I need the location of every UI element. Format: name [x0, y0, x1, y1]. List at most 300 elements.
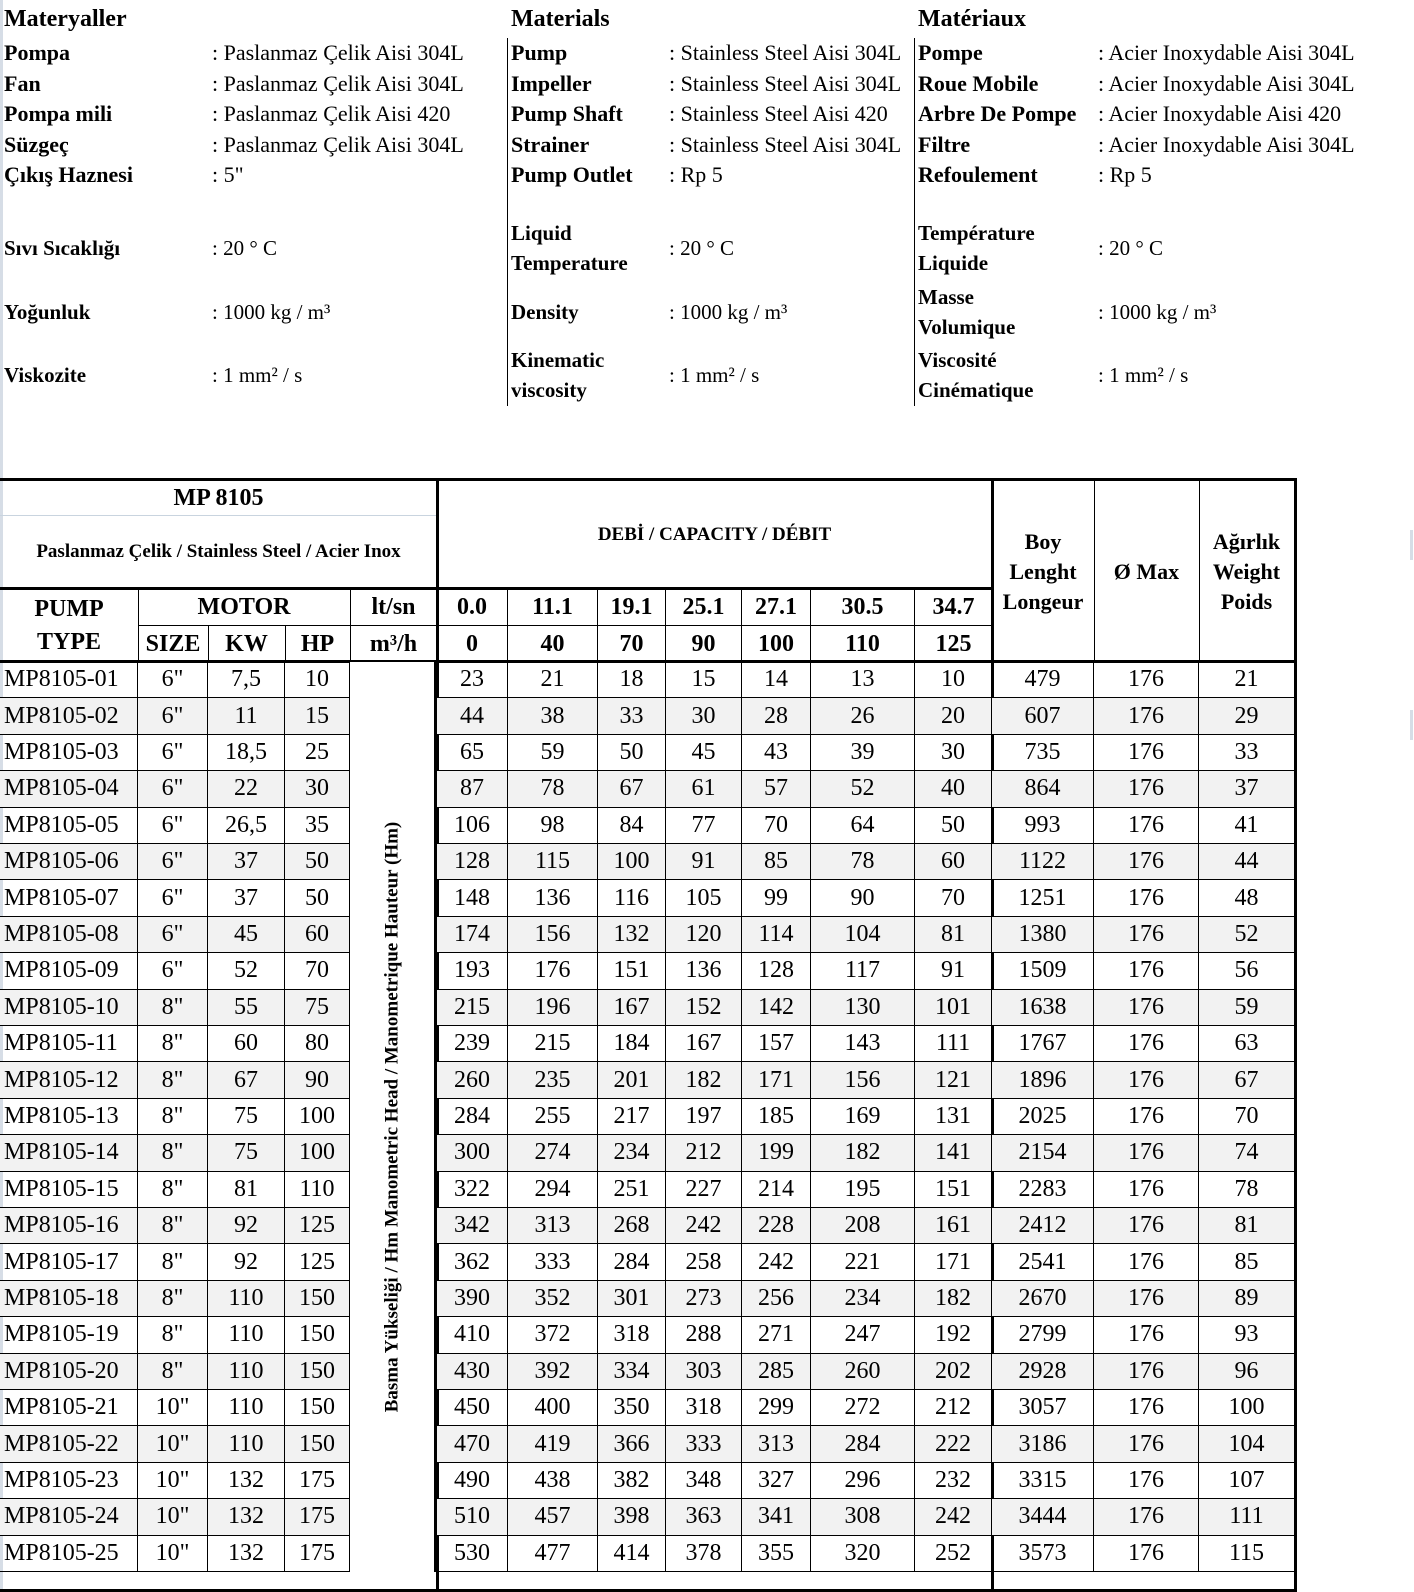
head-value-cell: 247 — [811, 1317, 915, 1352]
dia-cell: 176 — [1094, 771, 1199, 806]
head-value-cell: 419 — [508, 1426, 598, 1461]
weight-cell: 29 — [1234, 702, 1259, 729]
head-value-cell: 121 — [915, 1062, 992, 1097]
head-value-cell: 457 — [508, 1499, 598, 1534]
weight-cell: 70 — [1234, 1102, 1259, 1129]
weight-cell: 56 — [1234, 957, 1259, 984]
head-value-cell: 78 — [508, 771, 598, 806]
head-axis-label: Basma Yükseliği / Hm Manometric Head / Manometrique Hauteur (Hm) — [350, 662, 437, 1572]
hp-cell: 60 — [285, 917, 350, 952]
divider — [1094, 481, 1095, 662]
dia-cell: 176 — [1094, 1317, 1199, 1352]
head-value-cell: 157 — [742, 1026, 811, 1061]
type-cell: MP8105-08 — [0, 917, 138, 952]
hp-header: HP — [300, 630, 335, 657]
table-row — [0, 735, 1294, 771]
flow-m3h-header: 110 — [811, 626, 915, 662]
head-value-cell: 105 — [666, 880, 742, 915]
length-cell: 479 — [992, 662, 1094, 697]
head-value-cell: 70 — [742, 808, 811, 843]
length-cell: 2799 — [992, 1317, 1094, 1352]
type-cell: MP8105-21 — [0, 1390, 138, 1425]
table-row — [0, 1317, 1294, 1353]
head-value-cell: 142 — [742, 990, 811, 1025]
head-value-cell: 414 — [598, 1536, 666, 1571]
flow-lts-header: 0.0 — [437, 590, 508, 626]
dia-cell: 176 — [1094, 735, 1199, 770]
head-value-cell: 222 — [915, 1426, 992, 1461]
head-value-cell: 392 — [508, 1354, 598, 1389]
table-row — [0, 771, 1294, 807]
type-cell: MP8105-01 — [0, 662, 138, 697]
dia-cell: 176 — [1094, 808, 1199, 843]
dia-cell: 176 — [1094, 953, 1199, 988]
head-value-cell: 131 — [915, 1099, 992, 1134]
dia-cell: 176 — [1094, 1281, 1199, 1316]
materials-tr-title: Materyaller — [4, 6, 127, 32]
head-value-cell: 221 — [811, 1244, 915, 1279]
material-item: Pompa : Paslanmaz Çelik Aisi 304L — [4, 40, 464, 65]
type-cell: MP8105-15 — [0, 1172, 138, 1207]
head-value-cell: 77 — [666, 808, 742, 843]
size-cell: 8" — [138, 1062, 208, 1097]
head-value-cell: 116 — [598, 880, 666, 915]
weight-cell: 93 — [1234, 1321, 1259, 1348]
type-cell: MP8105-06 — [0, 844, 138, 879]
head-value-cell: 296 — [811, 1463, 915, 1498]
head-value-cell: 208 — [811, 1208, 915, 1243]
materials-fr-title: Matériaux — [918, 6, 1026, 32]
hp-cell: 175 — [285, 1536, 350, 1571]
head-value-cell: 64 — [811, 808, 915, 843]
head-value-cell: 128 — [742, 953, 811, 988]
kw-cell: 26,5 — [208, 808, 285, 843]
size-cell: 6" — [138, 662, 208, 697]
dia-cell: 176 — [1094, 662, 1199, 697]
head-value-cell: 156 — [811, 1062, 915, 1097]
head-value-cell: 235 — [508, 1062, 598, 1097]
length-cell: 735 — [992, 735, 1094, 770]
head-value-cell: 477 — [508, 1536, 598, 1571]
kw-cell: 132 — [208, 1463, 285, 1498]
head-value-cell: 85 — [742, 844, 811, 879]
table-row — [0, 698, 1294, 734]
property-item: Masse Volumique : 1000 kg / m³ — [918, 285, 1217, 339]
weight-cell: 44 — [1234, 848, 1259, 875]
head-value-cell: 130 — [811, 990, 915, 1025]
weight-cell: 104 — [1228, 1430, 1265, 1457]
head-value-cell: 114 — [742, 917, 811, 952]
material-item: Impeller : Stainless Steel Aisi 304L — [511, 70, 902, 96]
head-value-cell: 128 — [437, 844, 508, 879]
weight-cell: 81 — [1234, 1212, 1259, 1239]
head-value-cell: 341 — [742, 1499, 811, 1534]
table-row — [0, 1499, 1294, 1535]
table-row — [0, 880, 1294, 916]
materials-en: Materials Pump : Stainless Steel Aisi 304L Impeller : Stainless Steel Aisi 304L Pump Shaft : Stainless Steel Aisi 420 Strainer : Stainless Steel Aisi 304L Pump Outlet : Rp 5 Liquid Temperature : 20 ° C Density : 1000 kg / m³ Kinematic viscosity : 1 mm² / s — [511, 4, 916, 34]
dia-cell: 176 — [1094, 1099, 1199, 1134]
material-item: Pump Outlet : Rp 5 — [511, 162, 723, 187]
head-value-cell: 382 — [598, 1463, 666, 1498]
weight-cell: 78 — [1234, 1175, 1259, 1202]
head-value-cell: 161 — [915, 1208, 992, 1243]
head-value-cell: 234 — [598, 1135, 666, 1170]
head-value-cell: 350 — [598, 1390, 666, 1425]
size-cell: 10" — [138, 1463, 208, 1498]
head-value-cell: 274 — [508, 1135, 598, 1170]
dia-cell: 176 — [1094, 1463, 1199, 1498]
head-value-cell: 60 — [915, 844, 992, 879]
type-cell: MP8105-09 — [0, 953, 138, 988]
head-value-cell: 182 — [666, 1062, 742, 1097]
length-cell: 1509 — [992, 953, 1094, 988]
scroll-edge-mark — [1410, 530, 1413, 560]
dia-cell: 176 — [1094, 1208, 1199, 1243]
size-cell: 6" — [138, 698, 208, 733]
head-value-cell: 313 — [508, 1208, 598, 1243]
head-value-cell: 242 — [915, 1499, 992, 1534]
head-value-cell: 174 — [437, 917, 508, 952]
head-value-cell: 202 — [915, 1354, 992, 1389]
dia-cell: 176 — [1094, 1172, 1199, 1207]
kw-cell: 52 — [208, 953, 285, 988]
head-value-cell: 342 — [437, 1208, 508, 1243]
head-value-cell: 320 — [811, 1536, 915, 1571]
head-value-cell: 98 — [508, 808, 598, 843]
length-cell: 2670 — [992, 1281, 1094, 1316]
head-value-cell: 91 — [915, 953, 992, 988]
table-row — [0, 1426, 1294, 1462]
kw-cell: 37 — [208, 844, 285, 879]
head-value-cell: 81 — [915, 917, 992, 952]
head-value-cell: 21 — [508, 662, 598, 697]
divider — [285, 626, 286, 662]
head-value-cell: 39 — [811, 735, 915, 770]
head-value-cell: 148 — [437, 880, 508, 915]
head-value-cell: 228 — [742, 1208, 811, 1243]
property-item: Kinematic viscosity : 1 mm² / s — [511, 348, 760, 402]
head-value-cell: 313 — [742, 1426, 811, 1461]
head-value-cell: 38 — [508, 698, 598, 733]
weight-cell: 100 — [1228, 1394, 1265, 1421]
size-cell: 8" — [138, 1354, 208, 1389]
table-row — [0, 1463, 1294, 1499]
length-cell: 1122 — [992, 844, 1094, 879]
kw-cell: 92 — [208, 1244, 285, 1279]
head-value-cell: 398 — [598, 1499, 666, 1534]
kw-cell: 132 — [208, 1536, 285, 1571]
unit-m3h-header: m³/h — [369, 630, 418, 657]
head-value-cell: 300 — [437, 1135, 508, 1170]
table-row — [0, 1135, 1294, 1171]
weight-cell: 21 — [1234, 666, 1259, 693]
head-value-cell: 255 — [508, 1099, 598, 1134]
head-value-cell: 215 — [508, 1026, 598, 1061]
head-value-cell: 43 — [742, 735, 811, 770]
table-row — [0, 1244, 1294, 1280]
size-cell: 10" — [138, 1499, 208, 1534]
flow-lts-header: 30.5 — [811, 590, 915, 626]
material-item: Pump Shaft : Stainless Steel Aisi 420 — [511, 101, 888, 126]
dia-cell: 176 — [1094, 844, 1199, 879]
size-cell: 6" — [138, 735, 208, 770]
head-value-cell: 120 — [666, 917, 742, 952]
head-value-cell: 256 — [742, 1281, 811, 1316]
length-cell: 1896 — [992, 1062, 1094, 1097]
head-value-cell: 268 — [598, 1208, 666, 1243]
head-value-cell: 30 — [666, 698, 742, 733]
head-value-cell: 273 — [666, 1281, 742, 1316]
type-cell: MP8105-14 — [0, 1135, 138, 1170]
size-cell: 6" — [138, 844, 208, 879]
table-row — [0, 953, 1294, 989]
head-value-cell: 318 — [666, 1390, 742, 1425]
material-item: Pompa mili : Paslanmaz Çelik Aisi 420 — [4, 101, 451, 126]
length-cell: 2283 — [992, 1172, 1094, 1207]
head-value-cell: 169 — [811, 1099, 915, 1134]
flow-m3h-header: 125 — [935, 630, 972, 657]
head-value-cell: 101 — [915, 990, 992, 1025]
size-cell: 10" — [138, 1536, 208, 1571]
kw-cell: 7,5 — [208, 662, 285, 697]
material-item: Süzgeç : Paslanmaz Çelik Aisi 304L — [4, 131, 464, 157]
material-item: Çıkış Haznesi : 5" — [4, 162, 244, 187]
flow-lts-header: 25.1 — [666, 590, 742, 626]
head-value-cell: 151 — [915, 1172, 992, 1207]
head-value-cell: 141 — [915, 1135, 992, 1170]
head-value-cell: 44 — [437, 698, 508, 733]
head-value-cell: 322 — [437, 1172, 508, 1207]
kw-cell: 110 — [208, 1390, 285, 1425]
head-value-cell: 327 — [742, 1463, 811, 1498]
kw-cell: 110 — [208, 1281, 285, 1316]
head-value-cell: 450 — [437, 1390, 508, 1425]
head-value-cell: 87 — [437, 771, 508, 806]
table-row — [0, 808, 1294, 844]
head-value-cell: 115 — [508, 844, 598, 879]
head-value-cell: 260 — [437, 1062, 508, 1097]
type-cell: MP8105-05 — [0, 808, 138, 843]
head-value-cell: 184 — [598, 1026, 666, 1061]
head-value-cell: 252 — [915, 1536, 992, 1571]
kw-cell: 75 — [208, 1135, 285, 1170]
head-value-cell: 30 — [915, 735, 992, 770]
weight-cell: 37 — [1234, 775, 1259, 802]
head-value-cell: 136 — [666, 953, 742, 988]
head-value-cell: 59 — [508, 735, 598, 770]
head-value-cell: 106 — [437, 808, 508, 843]
size-cell: 6" — [138, 953, 208, 988]
table-row — [0, 662, 1294, 698]
kw-cell: 18,5 — [208, 735, 285, 770]
material-item: Pompe : Acier Inoxydable Aisi 304L — [918, 40, 1355, 65]
head-value-cell: 301 — [598, 1281, 666, 1316]
size-cell: 10" — [138, 1426, 208, 1461]
head-value-cell: 167 — [666, 1026, 742, 1061]
head-value-cell: 334 — [598, 1354, 666, 1389]
head-value-cell: 201 — [598, 1062, 666, 1097]
size-cell: 10" — [138, 1390, 208, 1425]
head-value-cell: 272 — [811, 1390, 915, 1425]
head-value-cell: 143 — [811, 1026, 915, 1061]
weight-cell: 63 — [1234, 1030, 1259, 1057]
head-value-cell: 348 — [666, 1463, 742, 1498]
model-title: MP 8105 — [0, 481, 437, 516]
head-value-cell: 288 — [666, 1317, 742, 1352]
head-value-cell: 196 — [508, 990, 598, 1025]
kw-cell: 75 — [208, 1099, 285, 1134]
head-value-cell: 239 — [437, 1026, 508, 1061]
head-value-cell: 299 — [742, 1390, 811, 1425]
length-header: Boy Lenght Longeur — [1002, 528, 1084, 614]
head-value-cell: 258 — [666, 1244, 742, 1279]
table-row — [0, 1354, 1294, 1390]
divider — [350, 590, 351, 662]
kw-cell: 22 — [208, 771, 285, 806]
table-row — [0, 1062, 1294, 1098]
head-value-cell: 20 — [915, 698, 992, 733]
head-value-cell: 57 — [742, 771, 811, 806]
head-value-cell: 352 — [508, 1281, 598, 1316]
flow-lts-header: 34.7 — [915, 590, 992, 626]
dia-cell: 176 — [1094, 1536, 1199, 1571]
head-value-cell: 14 — [742, 662, 811, 697]
head-value-cell: 50 — [915, 808, 992, 843]
kw-cell: 110 — [208, 1317, 285, 1352]
head-value-cell: 171 — [742, 1062, 811, 1097]
table-row — [0, 1208, 1294, 1244]
head-value-cell: 70 — [915, 880, 992, 915]
type-cell: MP8105-20 — [0, 1354, 138, 1389]
head-value-cell: 400 — [508, 1390, 598, 1425]
type-cell: MP8105-18 — [0, 1281, 138, 1316]
hp-cell: 50 — [285, 880, 350, 915]
head-value-cell: 333 — [666, 1426, 742, 1461]
head-value-cell: 271 — [742, 1317, 811, 1352]
size-cell: 8" — [138, 1244, 208, 1279]
kw-cell: 37 — [208, 880, 285, 915]
table-row — [0, 1281, 1294, 1317]
head-value-cell: 234 — [811, 1281, 915, 1316]
dia-cell: 176 — [1094, 698, 1199, 733]
head-value-cell: 510 — [437, 1499, 508, 1534]
material-item: Roue Mobile : Acier Inoxydable Aisi 304L — [918, 70, 1355, 96]
hp-cell: 10 — [285, 662, 350, 697]
material-item: Strainer : Stainless Steel Aisi 304L — [511, 131, 902, 157]
size-cell: 6" — [138, 771, 208, 806]
head-value-cell: 182 — [915, 1281, 992, 1316]
hp-cell: 125 — [285, 1244, 350, 1279]
head-value-cell: 284 — [437, 1099, 508, 1134]
kw-cell: 11 — [208, 698, 285, 733]
length-cell: 3315 — [992, 1463, 1094, 1498]
kw-header: KW — [225, 630, 268, 657]
length-cell: 2928 — [992, 1354, 1094, 1389]
head-value-cell: 308 — [811, 1499, 915, 1534]
head-value-cell: 366 — [598, 1426, 666, 1461]
weight-cell: 85 — [1234, 1248, 1259, 1275]
size-cell: 8" — [138, 1281, 208, 1316]
head-value-cell: 90 — [811, 880, 915, 915]
dia-cell: 176 — [1094, 1354, 1199, 1389]
material-item: Refoulement : Rp 5 — [918, 162, 1152, 187]
type-cell: MP8105-10 — [0, 990, 138, 1025]
property-item: Température Liquide : 20 ° C — [918, 221, 1163, 275]
head-value-cell: 99 — [742, 880, 811, 915]
weight-cell: 107 — [1228, 1466, 1265, 1493]
size-cell: 8" — [138, 1208, 208, 1243]
head-value-cell: 378 — [666, 1536, 742, 1571]
materials-tr: Materyaller Pompa : Paslanmaz Çelik Aisi 304L Fan : Paslanmaz Çelik Aisi 304L Pompa mili : Paslanmaz Çelik Aisi 420 Süzgeç : Paslanmaz Çelik Aisi 304L Çıkış Haznesi : 5" Sıvı Sıcaklığı : 20 ° C Yoğunluk : 1000 kg / m³ Viskozite : 1 mm² / s — [4, 4, 504, 34]
length-cell: 3057 — [992, 1390, 1094, 1425]
head-value-cell: 199 — [742, 1135, 811, 1170]
head-value-cell: 195 — [811, 1172, 915, 1207]
property-item: Liquid Temperature : 20 ° C — [511, 221, 734, 275]
type-cell: MP8105-07 — [0, 880, 138, 915]
head-value-cell: 530 — [437, 1536, 508, 1571]
type-cell: MP8105-17 — [0, 1244, 138, 1279]
head-value-cell: 438 — [508, 1463, 598, 1498]
length-cell: 2154 — [992, 1135, 1094, 1170]
dia-cell: 176 — [1094, 1244, 1199, 1279]
type-cell: MP8105-03 — [0, 735, 138, 770]
dia-cell: 176 — [1094, 880, 1199, 915]
head-value-cell: 284 — [811, 1426, 915, 1461]
weight-cell: 67 — [1234, 1066, 1259, 1093]
hp-cell: 110 — [285, 1172, 350, 1207]
kw-cell: 81 — [208, 1172, 285, 1207]
flow-m3h-header: 0 — [437, 626, 508, 662]
type-cell: MP8105-13 — [0, 1099, 138, 1134]
kw-cell: 67 — [208, 1062, 285, 1097]
table-row — [0, 990, 1294, 1026]
head-value-cell: 26 — [811, 698, 915, 733]
hp-cell: 30 — [285, 771, 350, 806]
length-cell: 1251 — [992, 880, 1094, 915]
length-cell: 993 — [992, 808, 1094, 843]
head-value-cell: 15 — [666, 662, 742, 697]
material-item: Fan : Paslanmaz Çelik Aisi 304L — [4, 70, 464, 96]
length-cell: 1380 — [992, 917, 1094, 952]
type-cell: MP8105-22 — [0, 1426, 138, 1461]
type-cell: MP8105-11 — [0, 1026, 138, 1061]
type-cell: MP8105-02 — [0, 698, 138, 733]
head-value-cell: 217 — [598, 1099, 666, 1134]
head-value-cell: 61 — [666, 771, 742, 806]
length-cell: 2025 — [992, 1099, 1094, 1134]
divider — [208, 626, 209, 662]
hp-cell: 75 — [285, 990, 350, 1025]
head-value-cell: 78 — [811, 844, 915, 879]
kw-cell: 45 — [208, 917, 285, 952]
dia-cell: 176 — [1094, 1499, 1199, 1534]
head-value-cell: 23 — [437, 662, 508, 697]
size-cell: 6" — [138, 917, 208, 952]
head-value-cell: 242 — [666, 1208, 742, 1243]
head-value-cell: 362 — [437, 1244, 508, 1279]
capacity-header: DEBİ / CAPACITY / DÉBIT — [597, 523, 832, 545]
hp-cell: 90 — [285, 1062, 350, 1097]
weight-cell: 74 — [1234, 1139, 1259, 1166]
length-cell: 607 — [992, 698, 1094, 733]
size-cell: 8" — [138, 1317, 208, 1352]
head-value-cell: 197 — [666, 1099, 742, 1134]
pump-type-header: PUMP TYPE — [34, 596, 104, 655]
size-cell: 8" — [138, 990, 208, 1025]
head-value-cell: 212 — [666, 1135, 742, 1170]
head-value-cell: 227 — [666, 1172, 742, 1207]
head-value-cell: 193 — [437, 953, 508, 988]
